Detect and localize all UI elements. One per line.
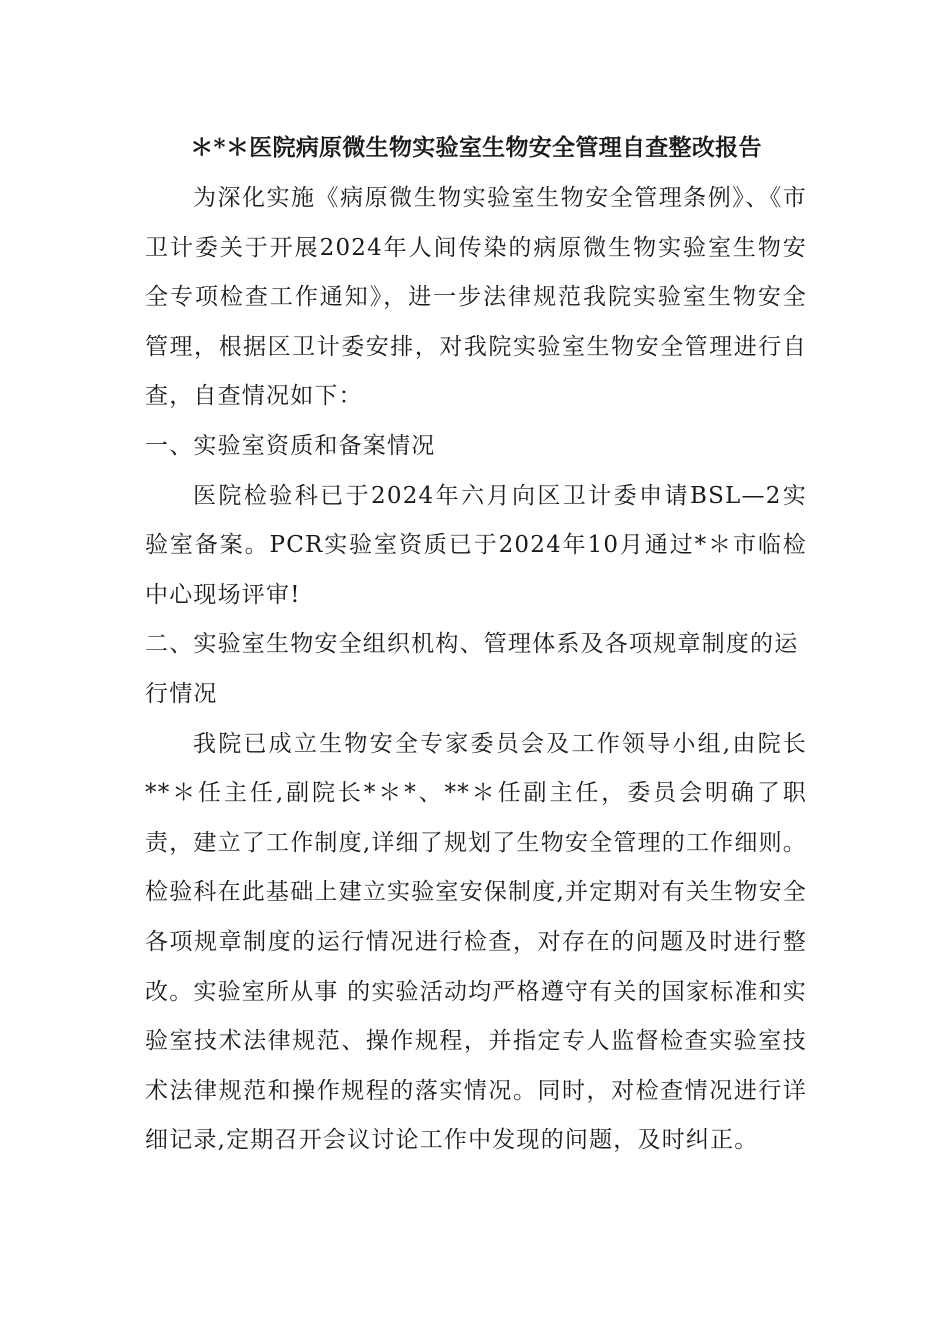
section-1-heading: 一、实验室资质和备案情况 [145,432,436,459]
section-1-body: 医院检验科已于2024年六月向区卫计委申请BSL—2实验室备案。PCR实验室资质已于2024年10月通过*＊市临检中心现场评审! [145,482,807,608]
document-title: ＊*＊医院病原微生物实验室生物安全管理自查整改报告 [190,134,762,161]
document-page [145,130,807,1166]
section-2-body: 我院已成立生物安全专家委员会及工作领导小组,由院长**＊任主任,副院长*＊*、**＊任副主任，委员会明确了职责，建立了工作制度,详细了规划了生物安全管理的工作细则。检验科在此基础上建立实验室安保制度,并定期对有关生物安全各项规章制度的运行情况进行检查，对存在的问题及时进行整改。实验室所从事 的实验活动均严格遵守有关的国家标准和实验室技术法律规范、操作规程，并指定专人监督检查实验室技术法律规范和操作规程的落实情况。同时，对检查情况进行详细记录,定期召开会议讨论工作中发现的问题，及时纠正。 [145,730,807,1154]
section-2-heading: 二、实验室生物安全组织机构、管理体系及各项规章制度的运行情况 [145,631,799,707]
intro-paragraph: 为深化实施《病原微生物实验室生物安全管理条例》、《市卫计委关于开展2024年人间传染的病原微生物实验室生物安全专项检查工作通知》，进一步法律规范我院实验室生物安全管理，根据区卫计委安排，对我院实验室生物安全管理进行自查，自查情况如下： [145,185,807,410]
